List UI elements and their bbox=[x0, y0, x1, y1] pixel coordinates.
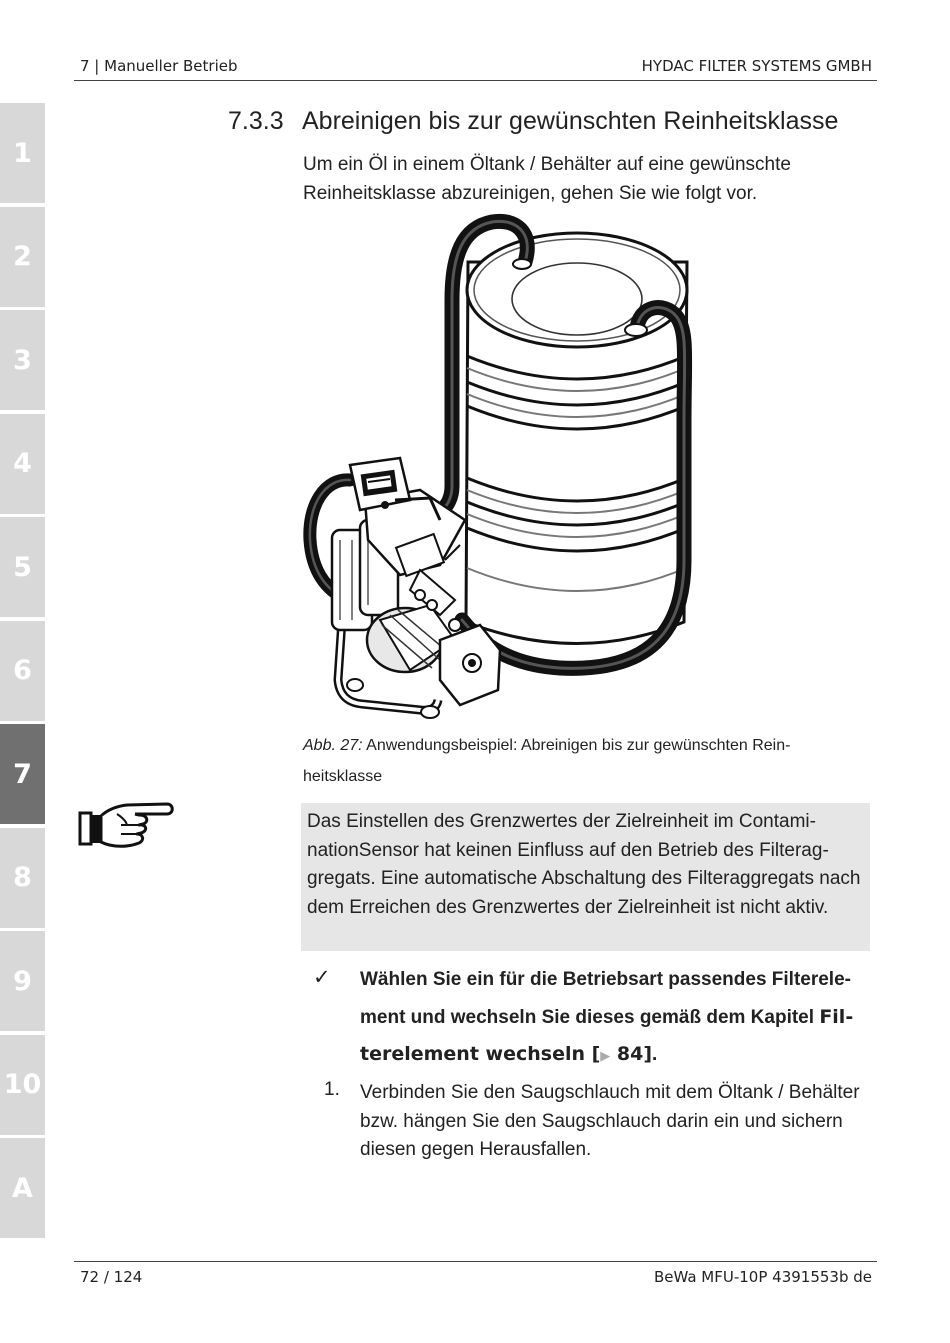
page-number: 72 / 124 bbox=[80, 1268, 143, 1286]
note-box: Das Einstellen des Grenzwertes der Zielreinheit im ContaminationSensor hat keinen Einfluss auf den Betrieb des Filteraggregats. Eine automatische Abschaltung des Filteraggregats nach dem Erreichen des Grenzwertes der Zielreinheit ist nicht aktiv. bbox=[301, 803, 870, 951]
chapter-tab-2[interactable]: 2 bbox=[0, 207, 45, 307]
intro-paragraph: Um ein Öl in einem Öltank / Behälter auf eine gewünschte Reinheitsklasse abzureinigen, gehen Sie wie folgt vor. bbox=[303, 154, 791, 204]
figure-27 bbox=[296, 212, 696, 732]
chapter-tab-3[interactable]: 3 bbox=[0, 310, 45, 410]
document-id: BeWa MFU-10P 4391553b de bbox=[653, 1268, 872, 1286]
figure-caption bbox=[303, 730, 863, 792]
step-text: Verbinden Sie den Saugschlauch mit dem Öltank / Behälter bzw. hängen Sie den Saugschlauch darin ein und sichern diesen gegen Herausfallen. bbox=[360, 1082, 860, 1161]
chapter-tab-4[interactable]: 4 bbox=[0, 414, 45, 514]
requirement-end: . bbox=[652, 1044, 658, 1065]
section-number: 7.3.3 bbox=[228, 107, 284, 135]
check-mark-icon: ✓ bbox=[313, 966, 331, 989]
footer-rule bbox=[74, 1261, 877, 1262]
running-header-company: HYDAC FILTER SYSTEMS GMBH bbox=[641, 57, 872, 75]
chapter-tab-6[interactable]: 6 bbox=[0, 621, 45, 721]
chapter-tab-a[interactable]: A bbox=[0, 1138, 45, 1238]
page-arrow-icon: ▶ bbox=[600, 1048, 611, 1063]
section-title: Abreinigen bis zur gewünschten Reinheitsklasse bbox=[302, 107, 839, 135]
header-rule bbox=[74, 80, 877, 81]
chapter-link-title[interactable]: Filterelement wechseln [ bbox=[360, 1005, 854, 1065]
chapter-tab-9[interactable]: 9 bbox=[0, 931, 45, 1031]
chapter-link-page[interactable]: 84] bbox=[610, 1043, 653, 1065]
step-number: 1. bbox=[324, 1079, 340, 1100]
chapter-tabs bbox=[0, 103, 45, 1242]
pointing-hand-icon bbox=[77, 800, 175, 855]
chapter-tab-8[interactable]: 8 bbox=[0, 828, 45, 928]
section-heading bbox=[228, 107, 838, 136]
running-header-chapter: 7 | Manueller Betrieb bbox=[80, 57, 238, 75]
chapter-tab-5[interactable]: 5 bbox=[0, 517, 45, 617]
caption-text: Anwendungsbeispiel: Abreinigen bis zur gewünschten Reinheitsklasse bbox=[303, 737, 791, 785]
chapter-tab-7[interactable]: 7 bbox=[0, 724, 45, 824]
filter-unit-with-barrel-illustration bbox=[296, 212, 696, 727]
chapter-tab-10[interactable]: 10 bbox=[0, 1035, 45, 1135]
chapter-tab-1[interactable]: 1 bbox=[0, 103, 45, 203]
caption-label: Abb. 27: bbox=[303, 737, 363, 754]
requirement-body: Wählen Sie ein für die Betriebsart passendes Filterelement und wechseln Sie dieses gemäß dem Kapitel bbox=[360, 969, 851, 1028]
requirement-text bbox=[360, 962, 865, 1075]
